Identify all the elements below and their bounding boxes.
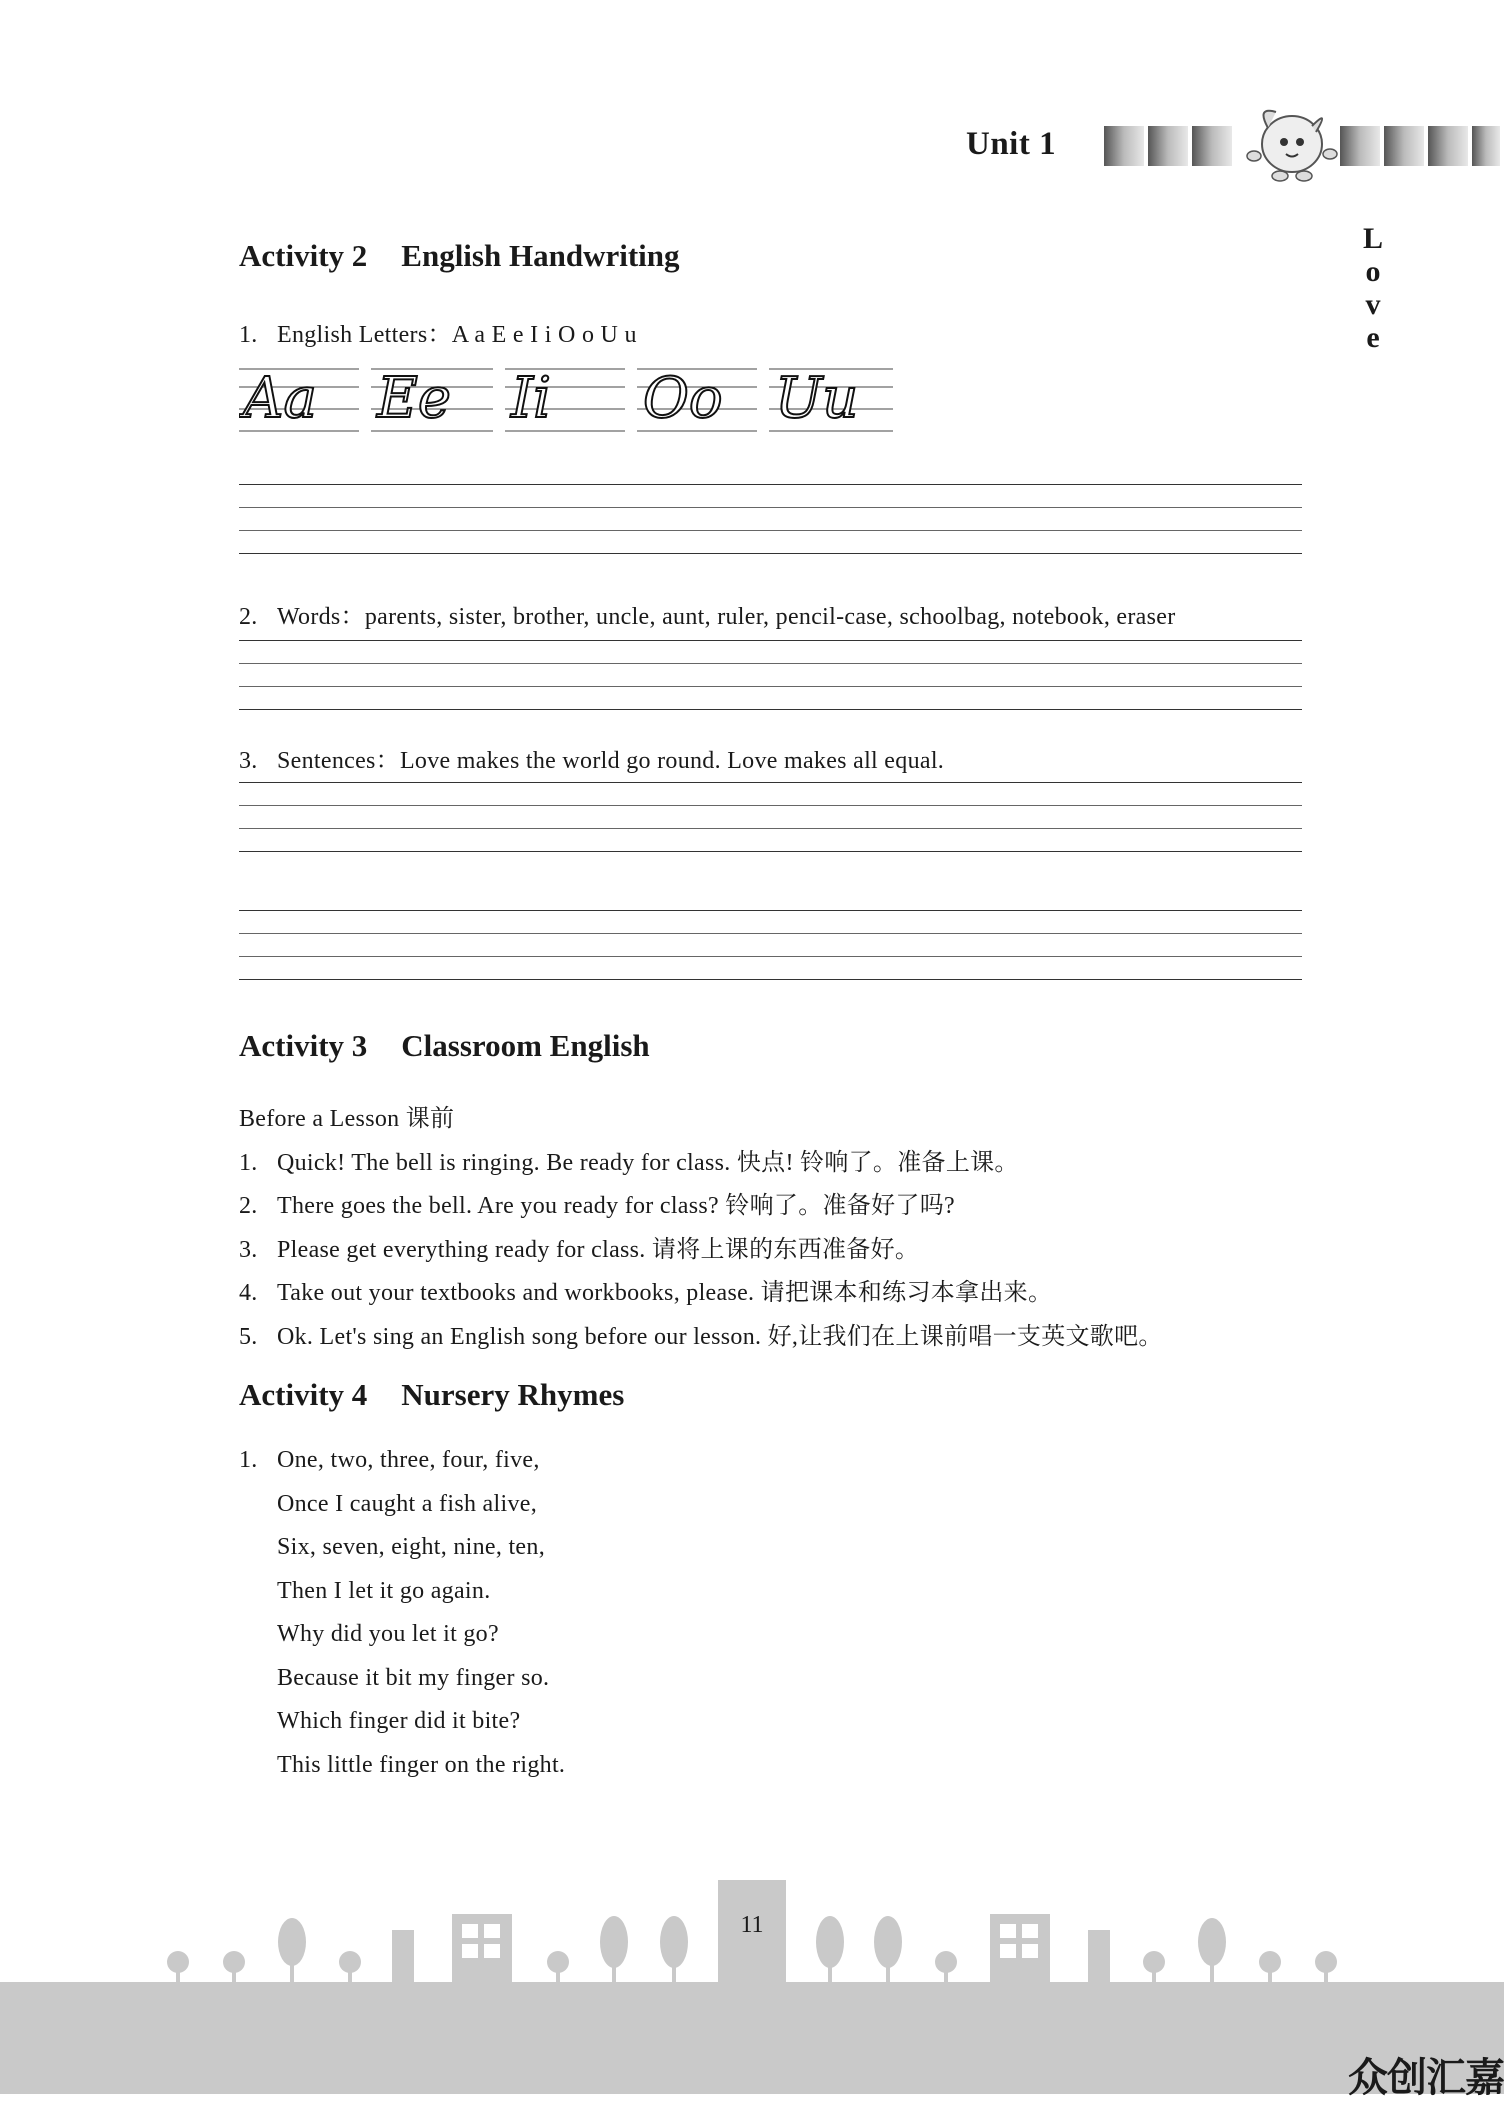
side-letter: v (1365, 288, 1381, 321)
rhyme-line: This little finger on the right. (277, 1752, 566, 1778)
item-value: parents, sister, brother, uncle, aunt, ruler, pencil-case, schoolbag, notebook, eraser (364, 604, 1176, 630)
item-label: English Letters： (277, 322, 452, 348)
writing-lines-letters[interactable] (239, 484, 1302, 576)
letter-pair: Oo (643, 366, 723, 431)
activity-2-heading (239, 238, 680, 274)
activity-4-number: Activity 4 (239, 1377, 368, 1412)
classroom-sentence (239, 1316, 1163, 1351)
classroom-sentence (239, 1229, 919, 1264)
side-letter: e (1366, 321, 1380, 354)
rhyme-line: Because it bit my finger so. (277, 1665, 550, 1691)
item-number: 1. (239, 322, 258, 348)
activity-4-title: Nursery Rhymes (401, 1377, 625, 1412)
item-text: Take out your textbooks and workbooks, please. 请把课本和练习本拿出来。 (277, 1280, 1053, 1306)
letter-pair: Aa (243, 366, 317, 431)
footer-band (0, 1982, 1504, 2094)
unit-title: Unit 1 (966, 126, 1057, 162)
activity-4-heading (239, 1377, 624, 1413)
rhyme-line: Once I caught a fish alive, (277, 1491, 537, 1517)
rhyme-line: Why did you let it go? (277, 1621, 499, 1647)
rhyme-line: Six, seven, eight, nine, ten, (277, 1534, 545, 1560)
item-label: Sentences： (277, 748, 400, 774)
letter-pair: Uu (775, 366, 859, 431)
side-vertical-word (1356, 222, 1390, 354)
watermark-text: 众创汇嘉 (1348, 2055, 1504, 2101)
rhyme-line: Which finger did it bite? (277, 1708, 521, 1734)
rhyme-number: 1. (239, 1447, 258, 1473)
letter-pair: Ii (511, 366, 552, 431)
writing-lines-words[interactable] (239, 640, 1302, 732)
writing-lines-sentences-1[interactable] (239, 782, 1302, 874)
page-number-box (718, 1880, 786, 1982)
item-text: Quick! The bell is ringing. Be ready for class. 快点! 铃响了。准备上课。 (277, 1150, 1019, 1176)
handwriting-letter-model (239, 357, 893, 447)
page-number: 11 (740, 1912, 764, 1938)
item-number: 4. (239, 1280, 258, 1306)
item-number: 1. (239, 1150, 258, 1176)
item-value: A a E e I i O o U u (451, 322, 637, 348)
activity-3-heading (239, 1028, 650, 1064)
item-number: 2. (239, 604, 258, 630)
rhyme-line: Then I let it go again. (277, 1578, 491, 1604)
activity-2-number: Activity 2 (239, 238, 368, 273)
side-letter: o (1365, 255, 1381, 288)
item-number: 5. (239, 1324, 258, 1350)
item-text: Please get everything ready for class. 请将上课的东西准备好。 (277, 1237, 920, 1263)
item-value: Love makes the world go round. Love makes all equal. (399, 748, 945, 774)
letters-instruction (239, 314, 637, 349)
words-instruction (239, 596, 1176, 631)
side-letter: L (1362, 222, 1383, 255)
classroom-sentence (239, 1142, 1019, 1177)
sentences-instruction (239, 740, 944, 775)
activity-2-title: English Handwriting (401, 238, 680, 273)
letter-pair: Ee (377, 366, 452, 431)
activity-3-number: Activity 3 (239, 1028, 368, 1063)
item-text: There goes the bell. Are you ready for class? 铃响了。准备好了吗? (277, 1193, 955, 1219)
subheading-before-lesson: Before a Lesson 课前 (239, 1106, 455, 1132)
item-number: 3. (239, 1237, 258, 1263)
classroom-sentence (239, 1272, 1052, 1307)
item-text: Ok. Let's sing an English song before our lesson. 好,让我们在上课前唱一支英文歌吧。 (277, 1324, 1163, 1350)
item-label: Words： (277, 604, 365, 630)
classroom-sentence (239, 1185, 955, 1220)
activity-3-title: Classroom English (401, 1028, 650, 1063)
item-number: 3. (239, 748, 258, 774)
writing-lines-sentences-2[interactable] (239, 910, 1302, 1002)
rhyme-line: One, two, three, four, five, (277, 1447, 540, 1473)
mascot-icon (1246, 98, 1338, 184)
item-number: 2. (239, 1193, 258, 1219)
